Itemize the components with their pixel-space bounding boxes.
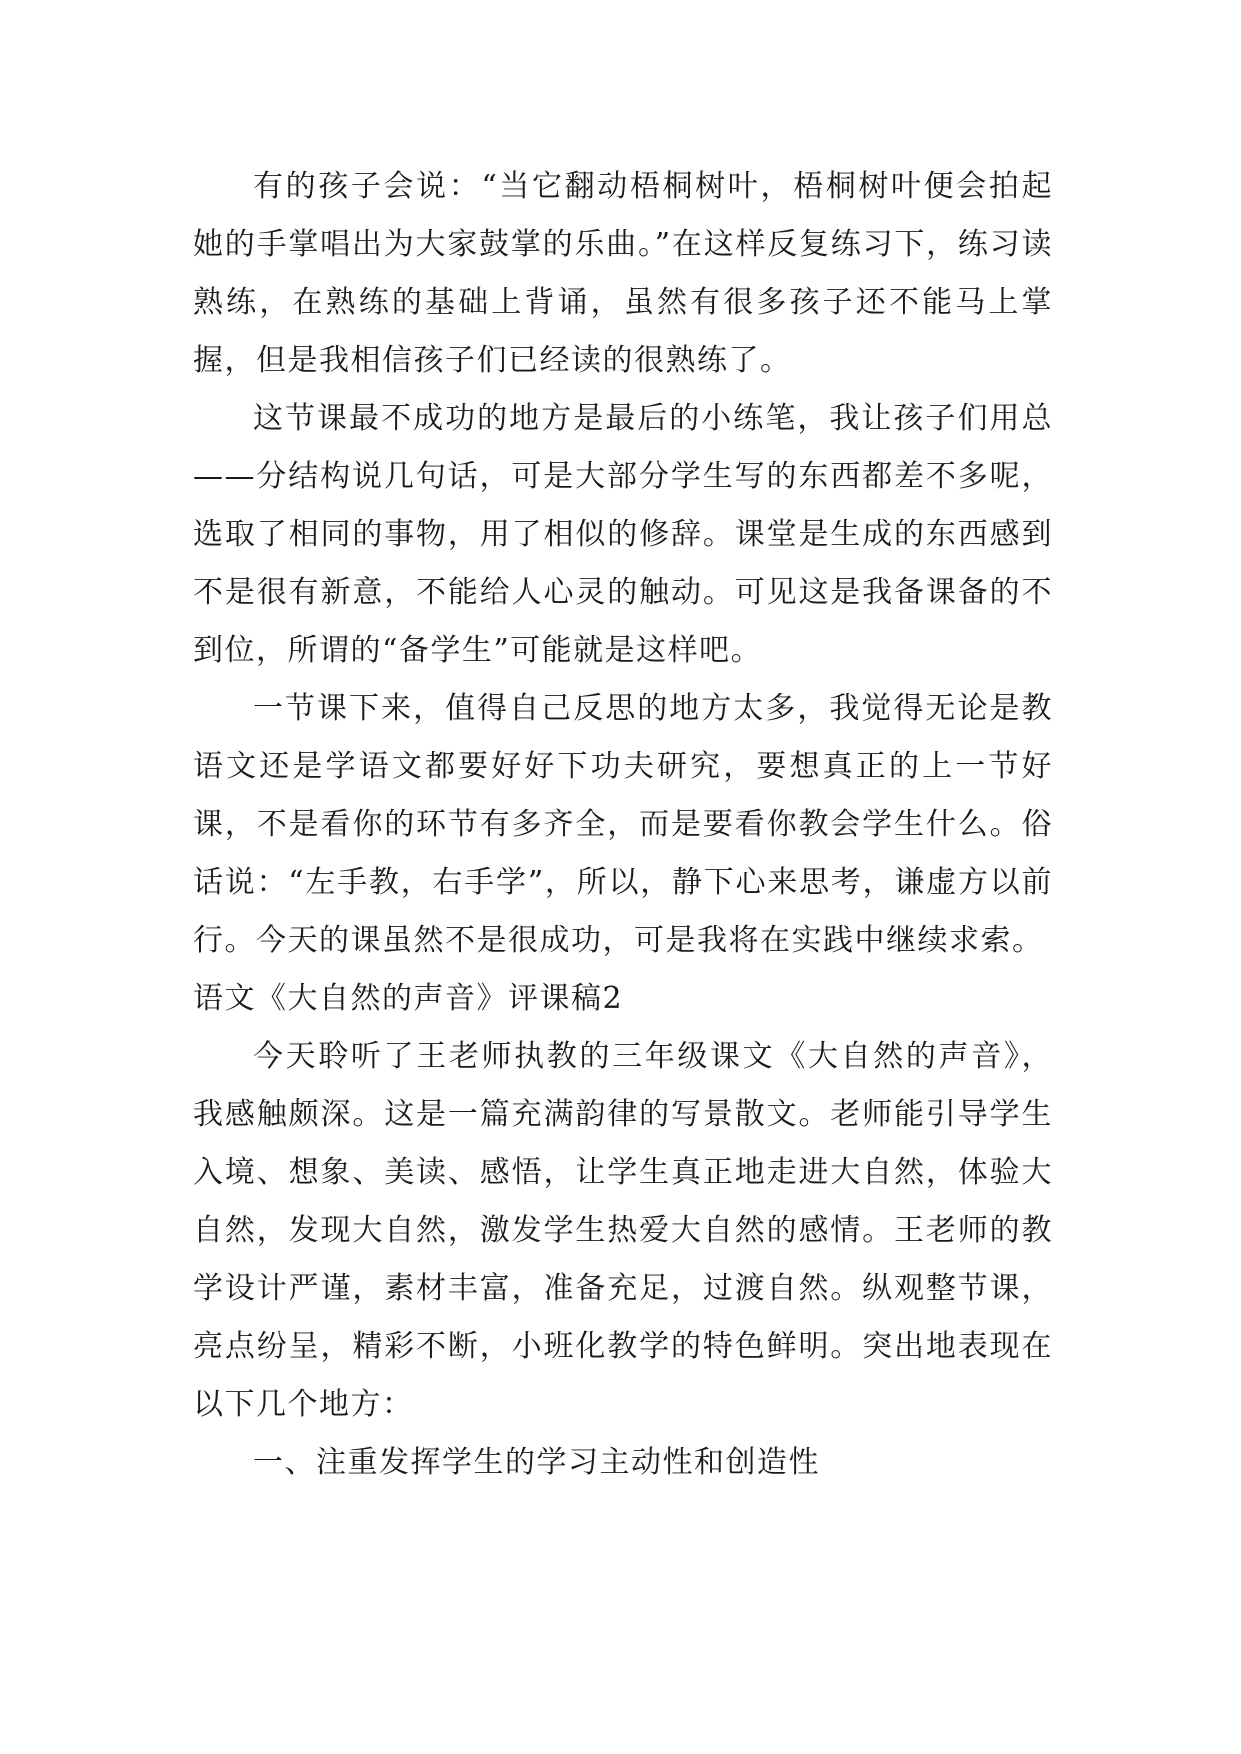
section-heading: 语文《大自然的声音》评课稿2 (193, 981, 624, 1016)
paragraph-2: 这节课最不成功的地方是最后的小练笔，我让孩子们用总——分结构说几句话，可是大部分学生写的东西都差不多呢，选取了相同的事物，用了相似的修辞。课堂是生成的东西感到不是很有新意，不能给人心灵的触动。可见这是我备课备的不到位，所谓的“备学生”可能就是这样吧。 (193, 401, 1053, 668)
document-body (193, 158, 1053, 1492)
paragraph-5: 一、注重发挥学生的学习主动性和创造性 (253, 1445, 820, 1480)
paragraph-4: 今天聆听了王老师执教的三年级课文《大自然的声音》，我感触颇深。这是一篇充满韵律的写景散文。老师能引导学生入境、想象、美读、感悟，让学生真正地走进大自然，体验大自然，发现大自然，激发学生热爱大自然的感情。王老师的教学设计严谨，素材丰富，准备充足，过渡自然。纵观整节课，亮点纷呈，精彩不断，小班化教学的特色鲜明。突出地表现在以下几个地方： (193, 1039, 1053, 1422)
paragraph-3: 一节课下来，值得自己反思的地方太多，我觉得无论是教语文还是学语文都要好好下功夫研究，要想真正的上一节好课，不是看你的环节有多齐全，而是要看你教会学生什么。俗话说：“左手教，右手学”，所以，静下心来思考，谦虚方以前行。今天的课虽然不是很成功，可是我将在实践中继续求索。 (193, 691, 1053, 958)
paragraph-1: 有的孩子会说：“当它翻动梧桐树叶，梧桐树叶便会拍起她的手掌唱出为大家鼓掌的乐曲。”在这样反复练习下，练习读熟练，在熟练的基础上背诵，虽然有很多孩子还不能马上掌握，但是我相信孩子们已经读的很熟练了。 (193, 169, 1053, 378)
